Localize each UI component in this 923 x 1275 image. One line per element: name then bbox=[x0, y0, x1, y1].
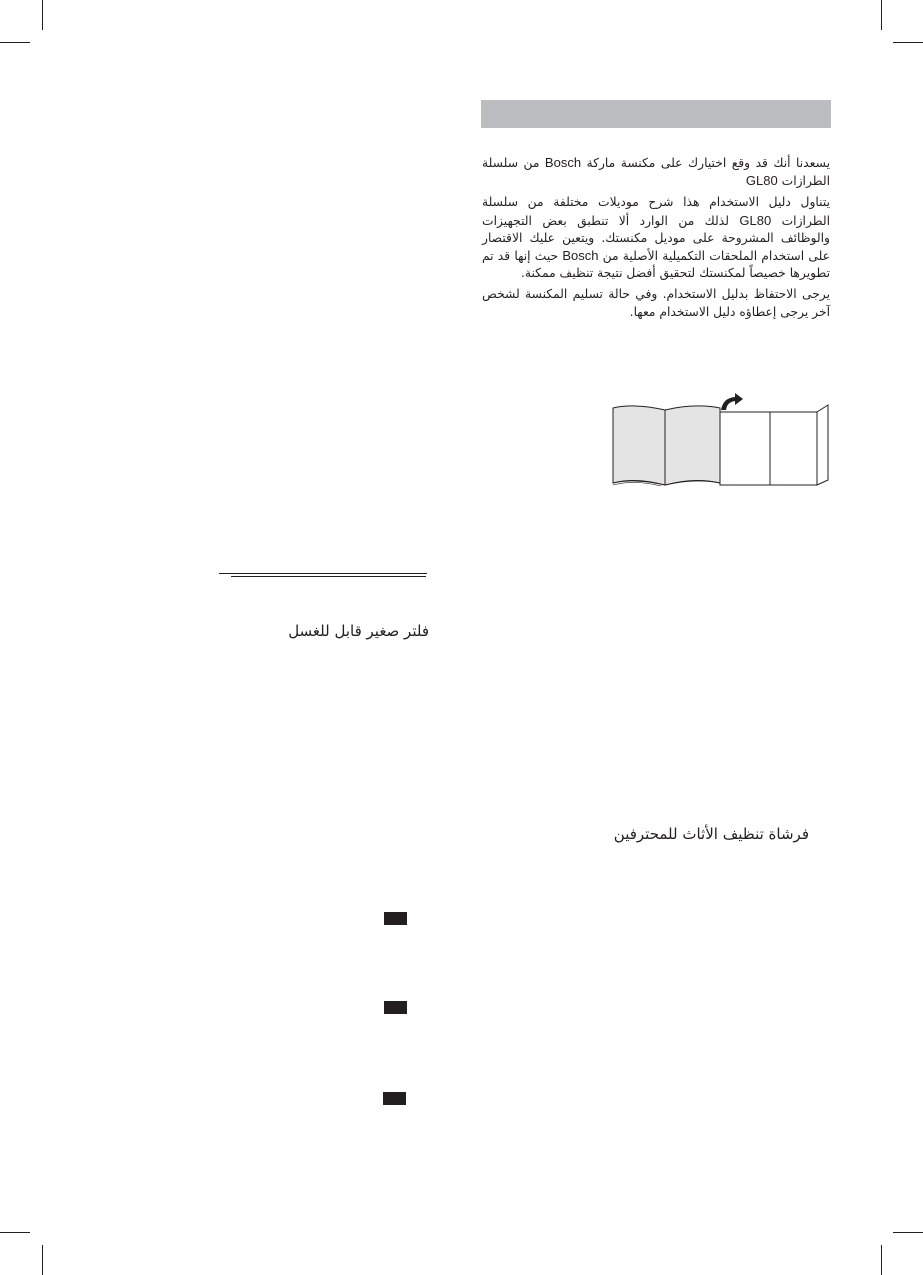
crop-mark-top-left-vertical bbox=[42, 0, 43, 30]
fold-out-booklet-illustration bbox=[605, 390, 835, 486]
brand-name: Bosch bbox=[544, 155, 582, 170]
intro-text: من سلسلة الطرازات bbox=[482, 156, 830, 189]
crop-mark-top-left-horizontal bbox=[0, 42, 30, 43]
intro-text: لذلك من الوارد ألا تنطبق بعض التجهيزات والوظائف المشروحة على موديل مكنستك. ويتعين عليك الاقتصار على استخدام الملحقات التكميلية الأصلية من bbox=[482, 213, 831, 264]
intro-paragraph-1 bbox=[482, 154, 830, 190]
open-book-icon bbox=[613, 406, 720, 486]
crop-mark-bottom-right-horizontal bbox=[893, 1232, 923, 1233]
intro-text-block bbox=[482, 154, 830, 321]
marker-block-3 bbox=[383, 1092, 406, 1105]
crop-mark-top-right-vertical bbox=[881, 0, 882, 30]
intro-paragraph-3: يرجى الاحتفاظ بدليل الاستخدام. وفي حالة تسليم المكنسة لشخص آخر يرجى إعطاؤه دليل الاستخدام معها. bbox=[482, 287, 830, 319]
intro-text: حيث إنها قد تم تطويرها خصيصاً لمكنستك لتحقيق أفضل نتيجة تنظيف ممكنة. bbox=[482, 249, 830, 281]
marker-block-2 bbox=[384, 1001, 407, 1014]
crop-mark-bottom-right-vertical bbox=[881, 1245, 882, 1275]
crop-mark-top-right-horizontal bbox=[893, 42, 923, 43]
crop-mark-bottom-left-horizontal bbox=[0, 1232, 30, 1233]
intro-text: يتناول دليل الاستخدام هذا شرح موديلات مختلفة من سلسلة الطرازات bbox=[482, 195, 830, 228]
divider-rule-top bbox=[219, 573, 427, 574]
intro-paragraph-2 bbox=[482, 194, 830, 282]
marker-block-1 bbox=[384, 912, 407, 925]
section-header-bar bbox=[481, 100, 831, 128]
model-name: GL80 bbox=[745, 173, 778, 189]
intro-text: يسعدنا أنك قد وقع اختيارك على مكنسة ماركة bbox=[581, 156, 831, 170]
curved-arrow-icon bbox=[721, 393, 743, 410]
washable-microfilter-heading: فلتر صغير قابل للغسل bbox=[288, 622, 429, 640]
crop-mark-bottom-left-vertical bbox=[42, 1245, 43, 1275]
brand-name: Bosch bbox=[562, 248, 599, 264]
fold-out-pages bbox=[720, 405, 828, 485]
divider-rule-bottom bbox=[231, 576, 426, 577]
model-name: GL80 bbox=[739, 212, 772, 228]
upholstery-brush-heading: فرشاة تنظيف الأثاث للمحترفين bbox=[613, 825, 809, 843]
